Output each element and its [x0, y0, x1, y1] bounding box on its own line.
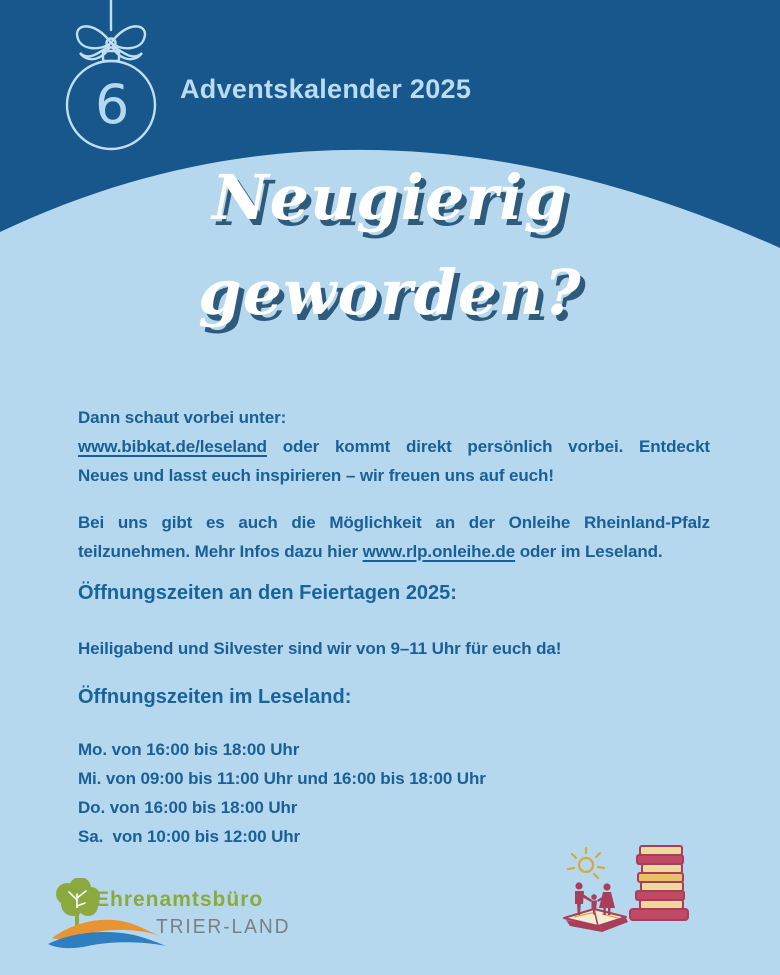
- onleihe-line2-before: teilzunehmen. Mehr Infos dazu hier: [78, 542, 358, 561]
- book-stack-icon: [630, 846, 688, 920]
- ornament-bow: [77, 26, 145, 59]
- intro-line2-rest: oder kommt direkt persönlich vorbei. Entdeckt: [282, 437, 710, 456]
- day-number: 6: [95, 73, 130, 136]
- headline: [0, 150, 780, 340]
- bibkat-link[interactable]: www.bibkat.de/leseland: [78, 437, 267, 456]
- christmas-ornament-icon: [45, 0, 177, 152]
- hours-row-thursday: Do. von 16:00 bis 18:00 Uhr: [78, 798, 298, 817]
- hours-row-monday: Mo. von 16:00 bis 18:00 Uhr: [78, 740, 300, 759]
- onleihe-line2-after: oder im Leseland.: [519, 542, 663, 561]
- logo-name: Ehrenamtsbüro: [95, 888, 264, 911]
- reading-family-illustration: [556, 838, 721, 938]
- sun-icon: [568, 848, 604, 878]
- logo-region: TRIER-LAND: [156, 916, 291, 938]
- onleihe-line1: Bei uns gibt es auch die Möglichkeit an der Onleihe Rheinland-Pfalz: [78, 513, 710, 532]
- page-kicker: Adventskalender 2025: [180, 74, 472, 104]
- holiday-hours-heading: Öffnungszeiten an den Feiertagen 2025:: [78, 582, 457, 604]
- intro-line2: [78, 432, 710, 461]
- opening-hours-list: [78, 735, 710, 851]
- holiday-hours-note: Heiligabend und Silvester sind wir von 9–11 Uhr für euch da!: [78, 639, 562, 658]
- headline-line1: Neugierig: [211, 161, 569, 234]
- ehrenamtsbuero-logo: [46, 876, 296, 956]
- hours-row-saturday: Sa. von 10:00 bis 12:00 Uhr: [78, 827, 301, 846]
- onleihe-link[interactable]: www.rlp.onleihe.de: [362, 542, 516, 561]
- waves-icon: [48, 920, 166, 948]
- intro-lead: Dann schaut vorbei unter:: [78, 408, 287, 427]
- intro-line3: Neues und lasst euch inspirieren – wir freuen uns auf euch!: [78, 466, 554, 485]
- open-book-icon: [564, 909, 628, 932]
- onleihe-line2: [78, 537, 710, 566]
- body-content: [78, 403, 710, 851]
- opening-hours-heading: Öffnungszeiten im Leseland:: [78, 686, 352, 708]
- headline-line2: geworden?: [198, 256, 582, 329]
- hours-row-wednesday: Mi. von 09:00 bis 11:00 Uhr und 16:00 bis 18:00 Uhr: [78, 769, 486, 788]
